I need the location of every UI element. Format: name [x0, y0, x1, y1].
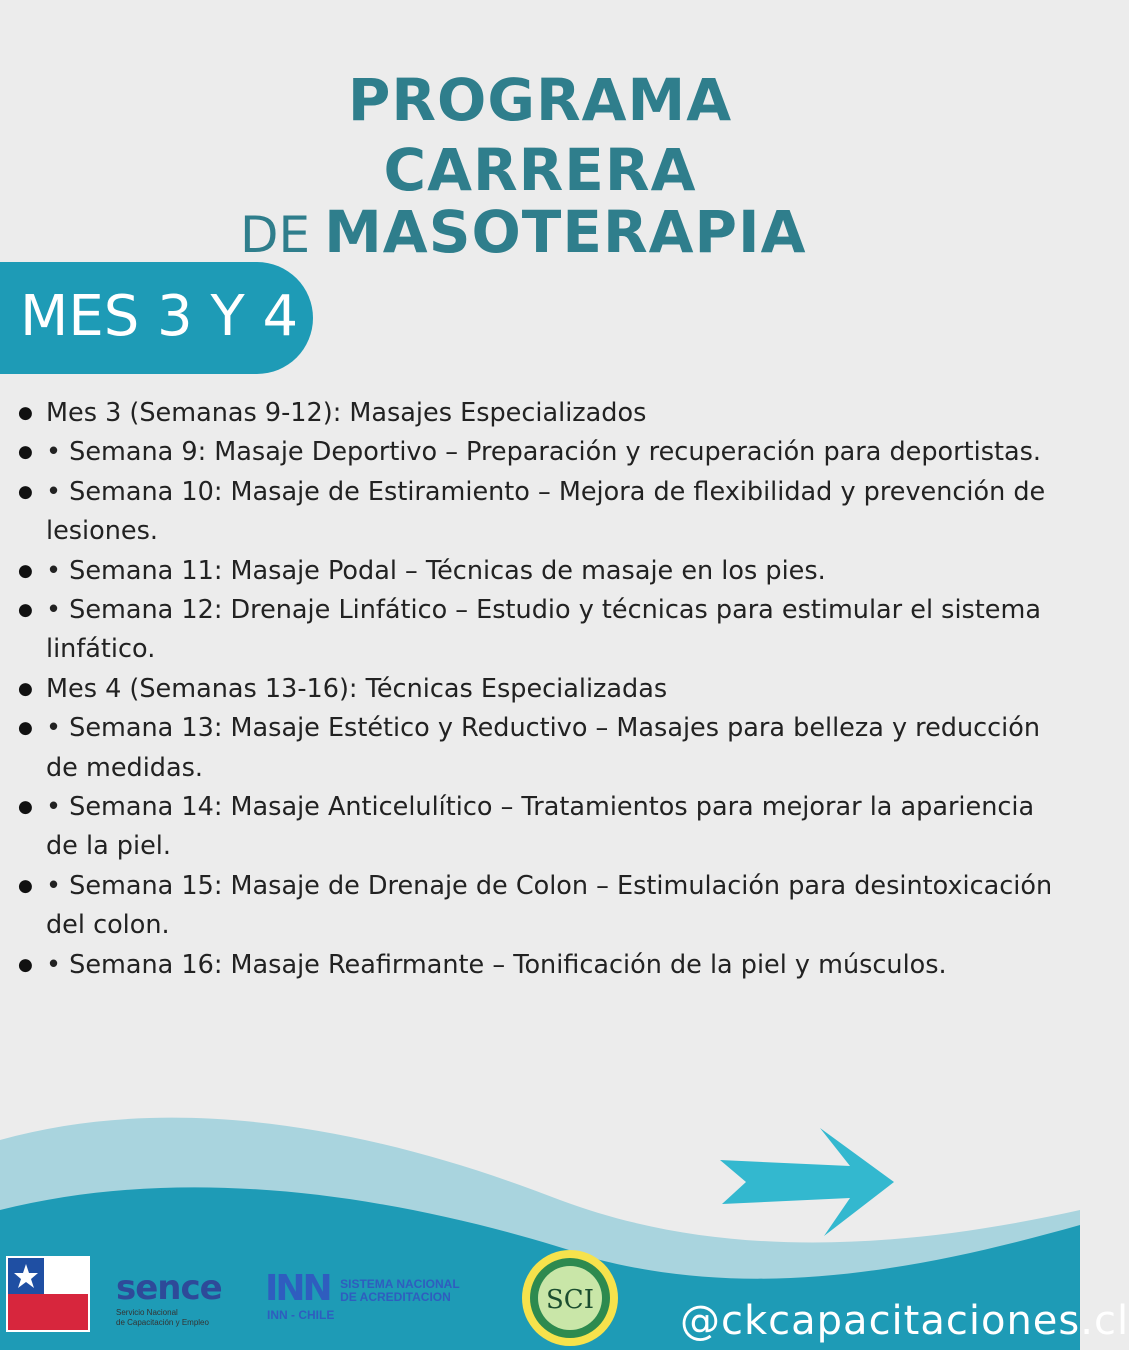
sence-subtitle-2: de Capacitación y Empleo: [116, 1318, 209, 1327]
list-item: ● • Semana 10: Masaje de Estiramiento – Mejora de flexibilidad y prevención de lesiones.: [18, 473, 1074, 552]
sence-wordmark: sence: [116, 1268, 222, 1308]
list-item: ● Mes 3 (Semanas 9-12): Masajes Especializados: [18, 394, 1074, 433]
syllabus-list: [18, 394, 1074, 985]
list-item: ● • Semana 16: Masaje Reafirmante – Tonificación de la piel y músculos.: [18, 946, 1074, 985]
inn-text-1: SISTEMA NACIONAL: [340, 1277, 460, 1291]
inn-text-2: DE ACREDITACION: [340, 1290, 451, 1304]
chile-government-logo: [6, 1256, 90, 1332]
title-prefix: DE: [240, 206, 311, 264]
list-item: ● • Semana 12: Drenaje Linfático – Estudio y técnicas para estimular el sistema linfático.: [18, 591, 1074, 670]
inn-text: [340, 1278, 460, 1304]
inn-under: INN - CHILE: [267, 1308, 335, 1322]
list-item: ● • Semana 9: Masaje Deportivo – Preparación y recuperación para deportistas.: [18, 433, 1074, 472]
title-main: MASOTERAPIA: [324, 198, 807, 266]
title-line-2: CARRERA: [383, 136, 697, 204]
sci-seal-logo: [518, 1248, 622, 1348]
next-arrow-icon[interactable]: [718, 1128, 894, 1236]
list-item: ● • Semana 14: Masaje Anticelulítico – Tratamientos para mejorar la apariencia de la piel.: [18, 788, 1074, 867]
social-handle[interactable]: @ckcapacitaciones.cl: [680, 1298, 1129, 1344]
sence-logo: [116, 1268, 241, 1328]
sence-subtitle-1: Servicio Nacional: [116, 1308, 178, 1317]
inn-chile-logo: [265, 1268, 505, 1322]
list-item: ● • Semana 13: Masaje Estético y Reductivo – Masajes para belleza y reducción de medidas.: [18, 709, 1074, 788]
month-tab: [0, 262, 313, 374]
title-line-1: PROGRAMA: [347, 66, 733, 134]
month-tab-label: MES 3 Y 4: [20, 284, 299, 349]
list-item: ● • Semana 11: Masaje Podal – Técnicas de masaje en los pies.: [18, 552, 1074, 591]
sci-mark: SCI: [546, 1285, 594, 1315]
title-line-3: [240, 198, 807, 266]
list-item: ● • Semana 15: Masaje de Drenaje de Colon – Estimulación para desintoxicación del colon.: [18, 867, 1074, 946]
list-item: ● Mes 4 (Semanas 13-16): Técnicas Especializadas: [18, 670, 1074, 709]
inn-mark: INN: [265, 1268, 330, 1309]
